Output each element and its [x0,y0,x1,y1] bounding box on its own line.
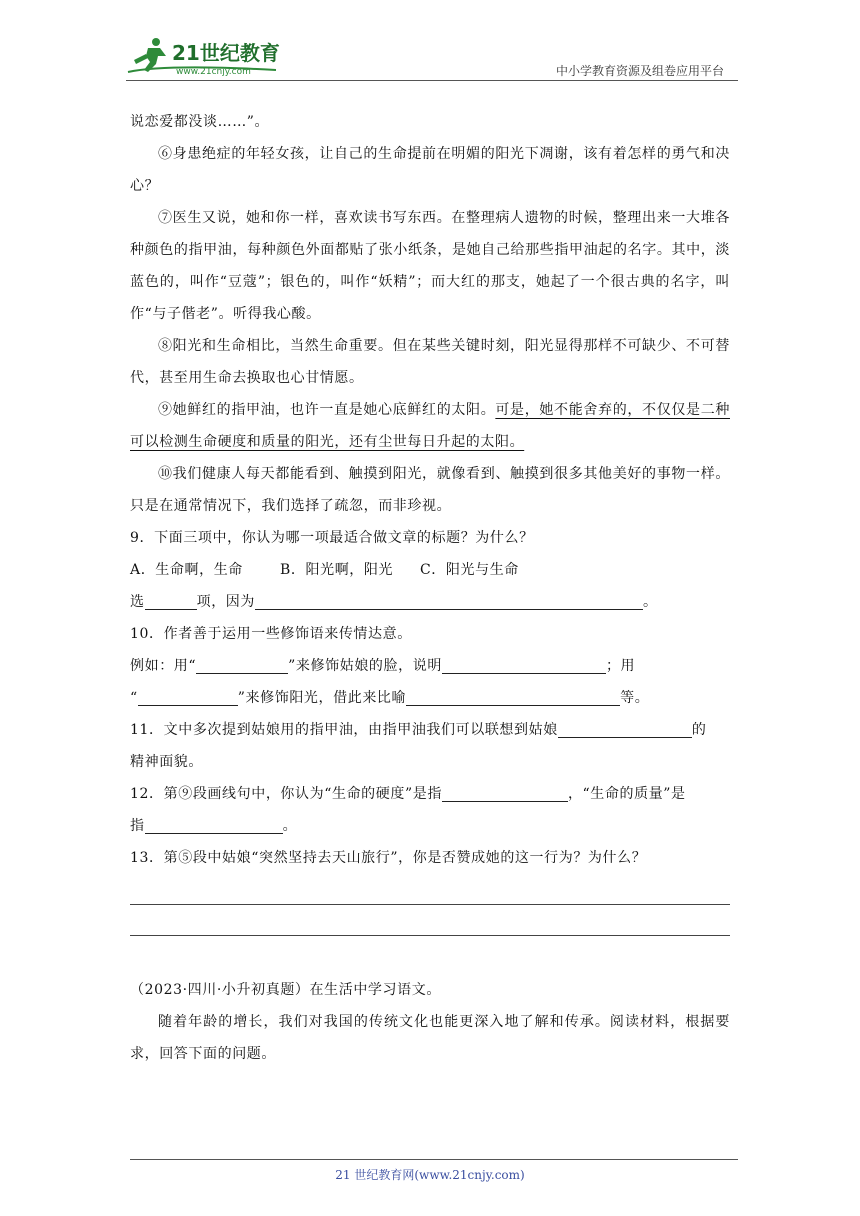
answer-blank[interactable] [406,687,620,706]
question-10-stem: 10．作者善于运用一些修饰语来传情达意。 [130,626,412,642]
next-section-title: （2023·四川·小升初真题）在生活中学习语文。 [130,982,441,998]
answer-blank[interactable] [442,783,568,802]
option-a: A．生命啊，生命 [130,562,243,578]
header-divider [126,80,738,81]
answer-blank[interactable] [145,591,197,610]
underlined-sentence: 可是，她不能舍弃的，不仅仅是二种可以检测生命硬度和质量的阳光，还有尘世每日升起的太阳。 [130,402,730,450]
answer-blank[interactable] [255,591,643,610]
fill-label: 例如：用“ [130,658,197,674]
fill-label: 11．文中多次提到姑娘用的指甲油，由指甲油我们可以联想到姑娘 [130,722,558,738]
fill-label: 12．第⑨段画线句中，你认为“生命的硬度”是指 [130,786,442,802]
page-header [126,34,736,80]
question-13-stem: 13．第⑤段中姑娘“突然坚持去天山旅行”，你是否赞成她的这一行为？为什么？ [130,850,647,866]
question-12-line-1 [130,778,730,810]
passage-paragraph-8: ⑧阳光和生命相比，当然生命重要。但在某些关键时刻，阳光显得那样不可缺少、不可替代，甚至用生命去换取也心甘情愿。 [130,338,730,386]
paragraph-9-text: ⑨她鲜红的指甲油，也许一直是她心底鲜红的太阳。 [158,402,496,418]
fill-label: ；用 [605,658,636,674]
option-b: B．阳光啊，阳光 [280,562,394,578]
logo-wordmark: 21世纪教育 [172,41,280,65]
fill-label: 的 [691,722,707,738]
fill-label: 选 [130,594,145,610]
question-10-line-2 [130,682,730,714]
question-9-fill [130,586,730,618]
answer-blank[interactable] [145,815,283,834]
question-9-options [130,554,730,586]
logo-url: www.21cnjy.com [176,67,251,77]
platform-name: 中小学教育资源及组卷应用平台 [555,64,724,78]
answer-blank[interactable] [138,687,238,706]
question-11-line-1 [130,714,730,746]
passage-paragraph-6: ⑥身患绝症的年轻女孩，让自己的生命提前在明媚的阳光下凋谢，该有着怎样的勇气和决心？ [130,146,730,194]
fill-label: ”来修饰阳光，借此来比喻 [237,690,407,706]
fill-label: 。 [282,818,298,834]
passage-paragraph-10: ⑩我们健康人每天都能看到、触摸到阳光，就像看到、触摸到很多其他美好的事物一样。只是在通常情况下，我们选择了疏忽，而非珍视。 [130,466,730,514]
option-c: C．阳光与生命 [420,562,519,578]
fill-label: 等。 [620,690,650,706]
answer-line[interactable] [130,905,730,936]
answer-blank[interactable] [196,655,288,674]
section-gap [130,936,730,974]
question-9-stem: 9．下面三项中，你认为哪一项最适合做文章的标题？为什么？ [130,530,534,546]
fill-label: ，“生命的质量”是 [567,786,686,802]
passage-paragraph-5-end: 说恋爱都没谈……”。 [130,114,270,130]
answer-blank[interactable] [442,655,606,674]
question-12-line-2 [130,810,730,842]
question-11-line-2: 精神面貌。 [130,754,203,770]
fill-label: 指 [130,818,145,834]
next-section-intro: 随着年龄的增长，我们对我国的传统文化也能更深入地了解和传承。阅读材料，根据要求，回答下面的问题。 [130,1014,730,1062]
answer-line[interactable] [130,874,730,905]
page-footer: 21 世纪教育网(www.21cnjy.com) [335,1168,525,1182]
passage-paragraph-9 [130,394,730,458]
site-logo [126,34,286,78]
fill-label: 项，因为 [196,594,256,610]
document-body [130,106,730,1070]
fill-label: 。 [643,594,658,610]
answer-blank[interactable] [558,719,692,738]
footer-divider [130,1159,738,1160]
question-10-line-1 [130,650,730,682]
passage-paragraph-7: ⑦医生又说，她和你一样，喜欢读书写东西。在整理病人遗物的时候，整理出来一大堆各种颜色的指甲油，每种颜色外面都贴了张小纸条，是她自己给那些指甲油起的名字。其中，淡蓝色的，叫作“豆蔻”；银色的，叫作“妖精”；而大红的那支，她起了一个很古典的名字，叫作“与子偕老”。听得我心酸。 [130,210,730,322]
fill-label: ”来修饰姑娘的脸，说明 [288,658,442,674]
fill-label: “ [130,690,138,706]
